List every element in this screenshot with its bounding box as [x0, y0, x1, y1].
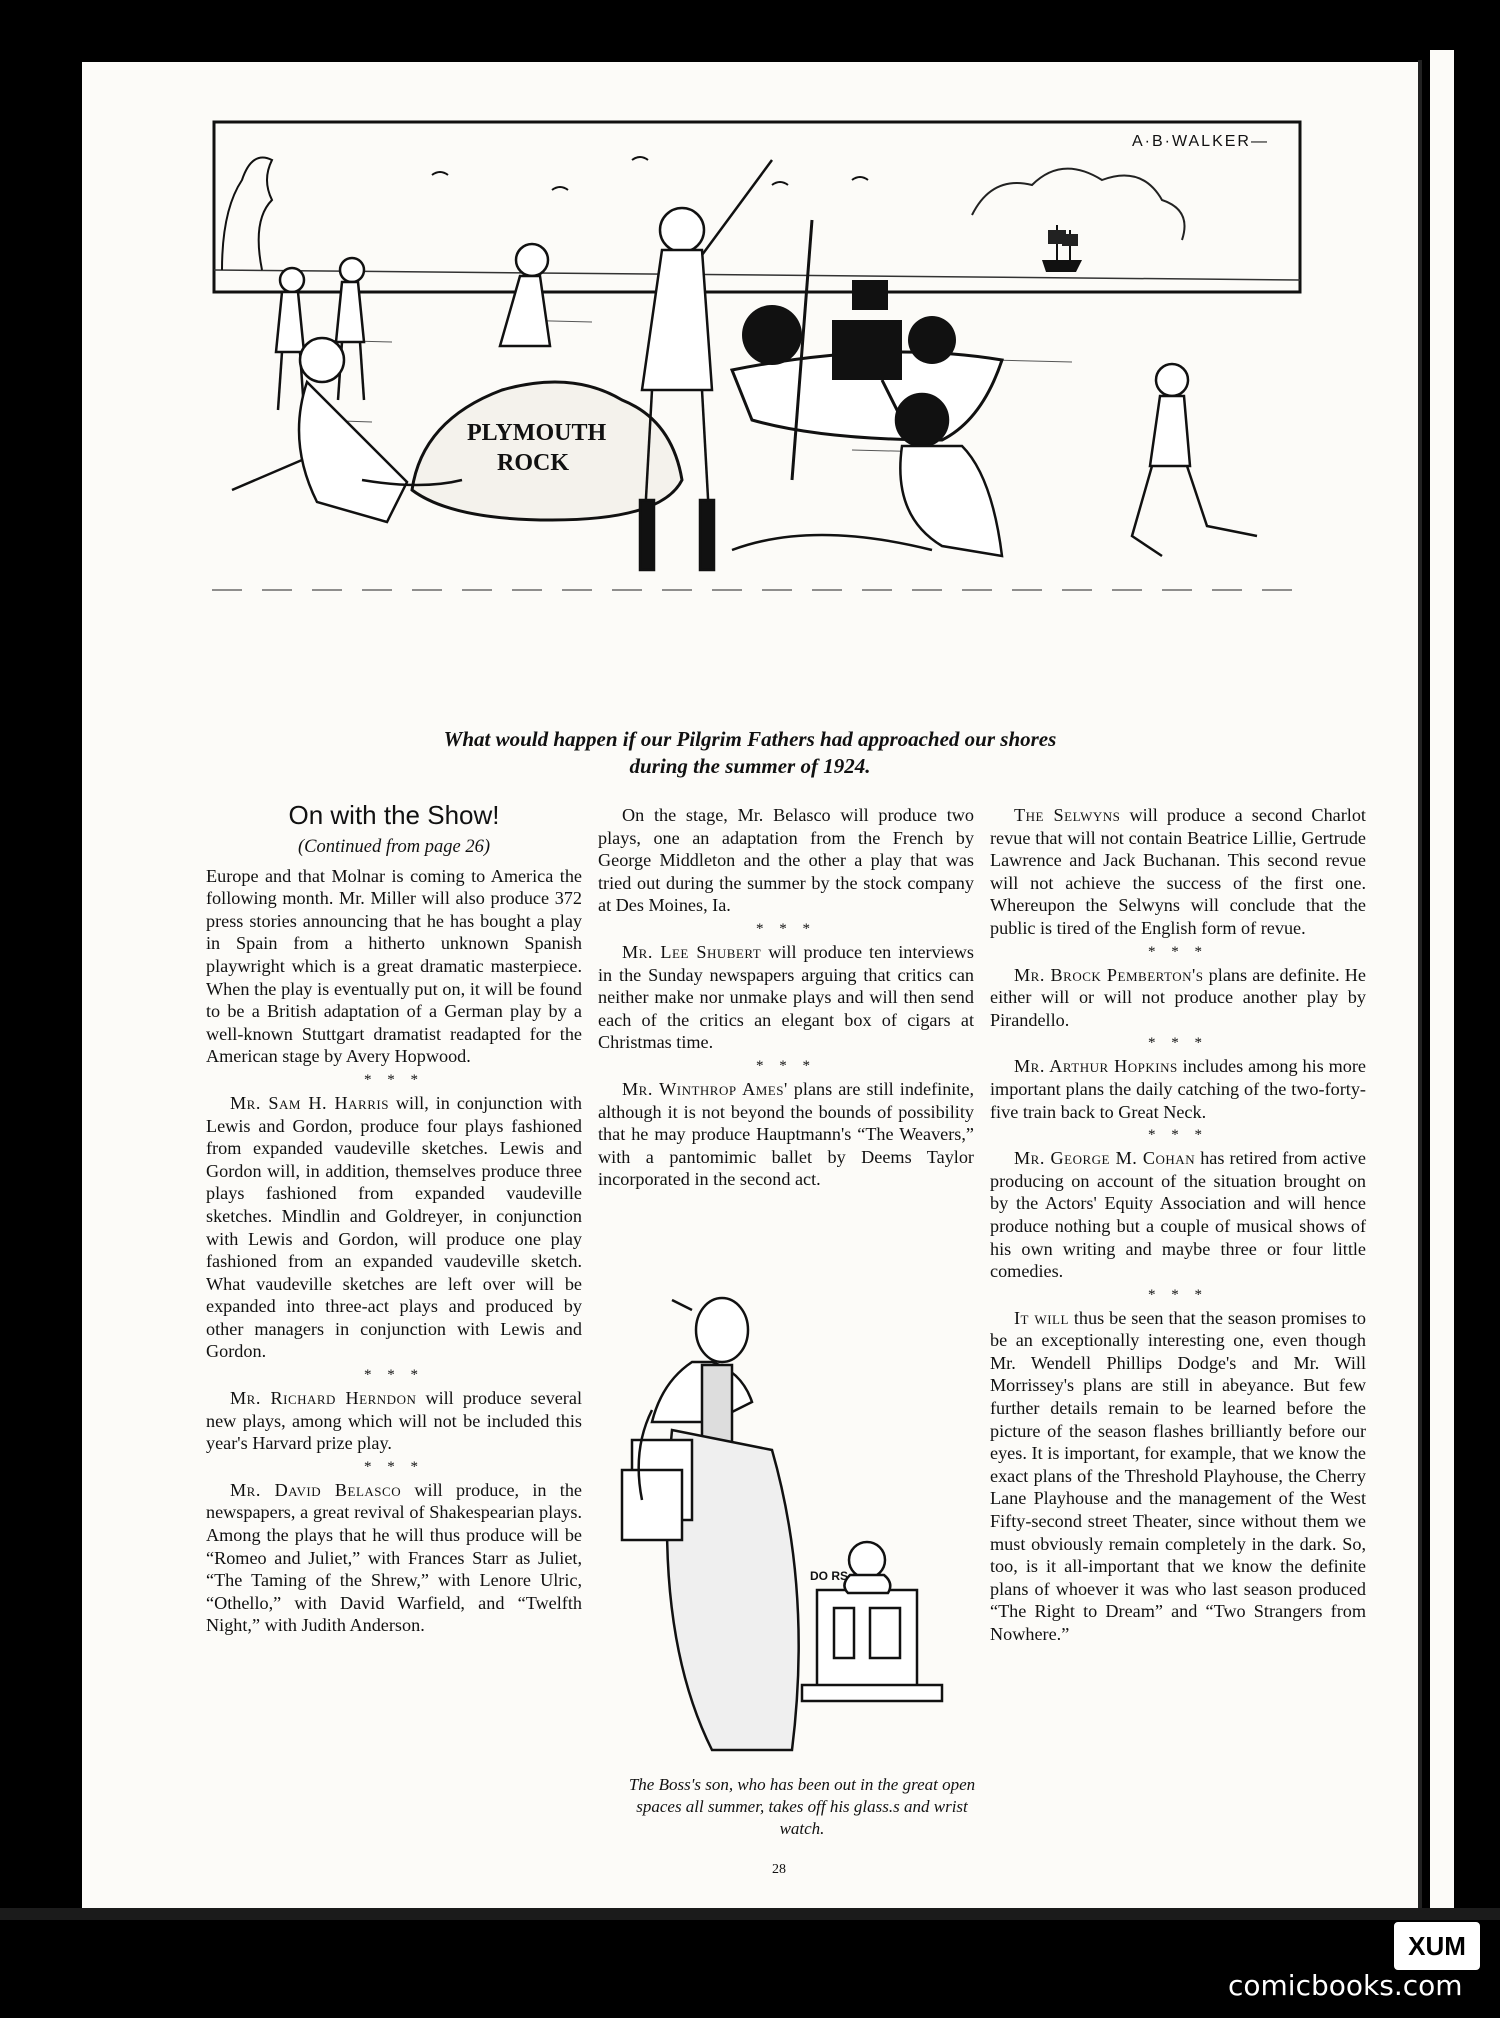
article-column-3: [990, 804, 1366, 1646]
caption-line-2: during the summer of 1924.: [629, 754, 871, 778]
ship-icon: [1042, 225, 1082, 272]
section-separator: * * *: [1148, 943, 1208, 960]
name-smallcaps: Mr. George M. Cohan: [1014, 1148, 1196, 1169]
paragraph: [990, 804, 1366, 940]
paragraph-text: thus be seen that the season promises to be an exceptionally interesting one, even though Mr. Wendell Phillips Dodge's and Mr. Will Morrissey's plans are still in abeyance. But few further details remain to be learned before the picture of the season flashes brilliantly before our eyes. It is important, for example, that we know the exact plans of the Threshold Playhouse, the Cherry Lane Playhouse and the management of the West Fifty-second street Theater, since without them we must obviously remain completely in the dark. So, too, is it all-important that we know the definite plans of whoever it was who last season produced “The Right to Dream” and “Two Strangers from Nowhere.”: [990, 1307, 1366, 1644]
name-smallcaps: It will: [1014, 1307, 1069, 1328]
svg-text:ROCK: ROCK: [497, 450, 569, 476]
svg-text:PLYMOUTH: PLYMOUTH: [467, 420, 607, 446]
scan-bottom-strip: [0, 1908, 1500, 1920]
desk-sign: DO RS: [810, 1569, 849, 1583]
paragraph-text: plans are definite. He either will or will not produce another play by Pirandello.: [990, 964, 1366, 1030]
name-smallcaps: Mr. Winthrop Ames': [622, 1078, 788, 1099]
section-separator: * * *: [364, 1458, 424, 1475]
caption-line-1: What would happen if our Pilgrim Fathers had approached our shores: [443, 727, 1057, 751]
paragraph-text: will produce, in the newspapers, a great revival of Shakespearian plays. Among the plays that he will thus produce will be “Romeo and Juliet,” with Frances Starr as Juliet, “The Taming of the Shrew,” with Lenore Ulric, “Othello,” with David Warfield, and “Twelfth Night,” with Judith Anderson.: [206, 1479, 582, 1636]
boss-son-cartoon: [612, 1290, 982, 1760]
article-column-2: [598, 804, 974, 1191]
name-smallcaps: Mr. Brock Pemberton's: [1014, 964, 1204, 985]
paragraph-text: will produce several new plays, among which will not be included this year's Harvard prize play.: [206, 1388, 582, 1454]
illustration-caption: [260, 726, 1240, 780]
paragraph: [598, 941, 974, 1054]
paragraph-text: has retired from active producing on account of the situation brought on by the Actors' Equity Association and will hence produce nothing but a couple of musical shows of his own writing and maybe three or four little comedies.: [990, 1148, 1366, 1282]
continued-note: (Continued from page 26): [297, 837, 490, 857]
beach-scene-drawing: [212, 120, 1302, 710]
pilgrim-fathers-illustration: [212, 120, 1302, 710]
paragraph-text: includes among his more important plans the daily catching of the two-forty-five train back to Great Neck.: [990, 1056, 1366, 1122]
site-url: comicbooks.com: [1228, 1969, 1463, 2002]
paragraph-text: will produce a second Charlot revue that will not contain Beatrice Lillie, Gertrude Lawrence and Jack Buchanan. This second revue will not achieve the success of the first one. Whereupon the Selwyns will conclude that the public is tired of the English form of revue.: [990, 805, 1366, 938]
section-separator: * * *: [756, 1057, 816, 1074]
article-title: On with the Show!: [288, 800, 500, 830]
paragraph: [990, 964, 1366, 1032]
section-separator: * * *: [756, 920, 816, 937]
paragraph: [990, 1307, 1366, 1646]
cartoon-caption: The Boss's son, who has been out in the great open spaces all summer, takes off his glass.s and wrist watch.: [628, 1775, 976, 1838]
adjacent-page-edge: [1426, 50, 1454, 1910]
paragraph: [206, 1387, 582, 1455]
artist-signature: A·B·WALKER—: [1132, 133, 1269, 150]
section-separator: * * *: [1148, 1127, 1208, 1144]
name-smallcaps: Mr. Arthur Hopkins: [1014, 1056, 1178, 1077]
paragraph: [990, 1055, 1366, 1123]
paragraph: [206, 1092, 582, 1363]
name-smallcaps: The Selwyns: [1014, 805, 1121, 825]
paragraph-text: will, in conjunction with Lewis and Gordon, produce four plays fashioned from expanded vaudeville sketches. Lewis and Gordon will, in addition, themselves produce three plays fashioned from expanded vaudeville sketches. Mindlin and Goldreyer, in conjunction with Lewis and Gordon, will produce one play fashioned from an expanded vaudeville sketch. What vaudeville sketches are left over will be expanded into three-act plays and produced by other managers in conjunction with Lewis and Gordon.: [206, 1092, 582, 1362]
boss-son-drawing: [612, 1290, 982, 1760]
page-spine-line: [1418, 60, 1422, 1910]
paragraph-text: plans are still indefinite, although it is not beyond the bounds of possibility that he may produce Hauptmann's “The Weavers,” with a pantomimic ballet by Deems Taylor incorporated in the second act.: [598, 1078, 975, 1190]
section-separator: * * *: [364, 1071, 424, 1088]
paragraph: [598, 1078, 974, 1191]
paragraph-text: will produce ten interviews in the Sunday newspapers arguing that critics can neither make nor unmake plays and will then send each of the critics an elegant box of cigars at Christmas time.: [598, 941, 975, 1053]
rowboat: [732, 220, 1002, 480]
name-smallcaps: Mr. Sam H. Harris: [230, 1092, 389, 1113]
name-smallcaps: Mr. Richard Herndon: [230, 1388, 417, 1409]
paragraph: Europe and that Molnar is coming to America the following month. Mr. Miller will also produce 372 press stories announcing that he has bought a play in Spain from a hitherto unknown Spanish playwright which is a great dramatic masterpiece. When the play is eventually put on, it will be found to be a British adaptation of a German play by a well-known Stuttgart dramatist readapted for the American stage by Avery Hopwood.: [206, 865, 582, 1067]
paragraph: [990, 1147, 1366, 1283]
section-separator: * * *: [1148, 1035, 1208, 1052]
name-smallcaps: Mr. David Belasco: [230, 1479, 402, 1500]
name-smallcaps: Mr. Lee Shubert: [622, 941, 762, 962]
paragraph: [206, 1479, 582, 1637]
section-separator: * * *: [364, 1367, 424, 1384]
paragraph: On the stage, Mr. Belasco will produce two plays, one an adaptation from the French by George Middleton and the other a play that was tried out during the summer by the stock company at Des Moines, Ia.: [598, 805, 974, 916]
page-number: 28: [772, 1862, 786, 1877]
article-column-1: [206, 800, 582, 1637]
site-logo: XUM: [1394, 1922, 1480, 1970]
section-separator: * * *: [1148, 1286, 1208, 1303]
